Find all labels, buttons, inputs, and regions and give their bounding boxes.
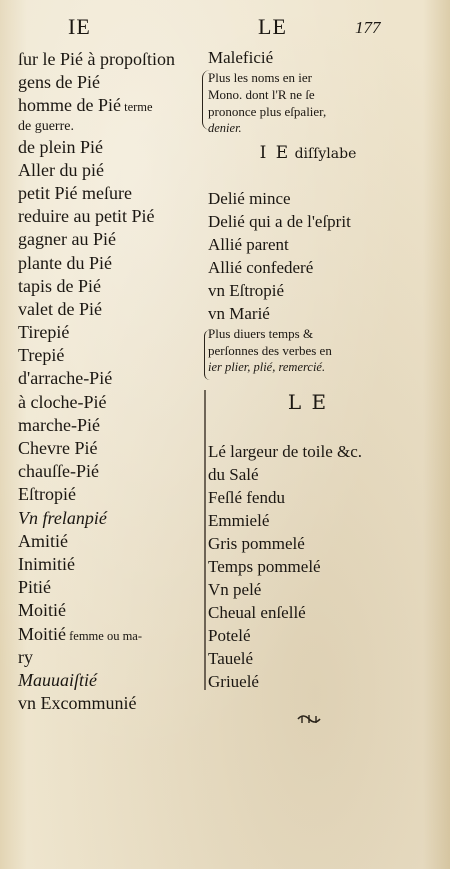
dictionary-entry: Emmielé [208, 511, 270, 530]
entry-word: Inimitié [18, 553, 75, 574]
entry-word: chauſſe-Pié [18, 461, 99, 482]
dictionary-entry [18, 118, 203, 136]
note-line: Plus diuers temps & [208, 326, 314, 341]
entry-word: Tirepié [18, 322, 70, 343]
dictionary-entry [18, 599, 203, 622]
entry-word: petit Pié meſure [18, 182, 132, 203]
note-line: Plus les noms en ier [208, 70, 312, 85]
dictionary-entry: Lé largeur de toile &c. [208, 442, 363, 461]
dictionary-entry [18, 483, 203, 506]
dictionary-entry [18, 344, 203, 367]
dictionary-entry: Delié mince [208, 189, 291, 208]
dictionary-entry [18, 623, 203, 646]
dictionary-entry [18, 646, 203, 669]
entry-word: ſur le Pié à propoſtion [18, 49, 175, 69]
entry-word: plante du Pié [18, 252, 112, 273]
dictionary-entry [18, 669, 203, 692]
entry-word: marche-Pié [18, 414, 100, 435]
entry-word: ry [18, 646, 33, 667]
note-line: prononce plus eſpalier, [208, 104, 327, 119]
dictionary-entry [18, 460, 203, 483]
dictionary-entry [18, 576, 203, 599]
entry-word: d'arrache-Pié [18, 368, 113, 389]
entry-word: Chevre Pié [18, 438, 98, 458]
dictionary-entry [18, 692, 203, 715]
right-column [208, 46, 408, 693]
entry-word: Moitié [18, 600, 66, 621]
section-heading-suffix: diſſylabe [290, 146, 357, 162]
dictionary-entry [18, 205, 203, 228]
dictionary-entry: Tauelé [208, 649, 254, 668]
section-heading: L E [287, 390, 329, 414]
dictionary-entry [18, 252, 203, 275]
dictionary-entry: Allié confederé [208, 258, 314, 277]
dictionary-entry [18, 182, 203, 205]
dictionary-entry: Allié parent [208, 235, 289, 254]
dictionary-entry: Maleficié [208, 48, 274, 67]
left-column [18, 48, 203, 715]
dictionary-entry [18, 275, 203, 298]
dictionary-entry: Griuelé [208, 672, 259, 691]
dictionary-entry [18, 71, 203, 94]
note-line: ier plier, plié, remercié. [208, 360, 326, 374]
dictionary-entry [18, 321, 203, 344]
dictionary-entry [18, 298, 203, 321]
fleuron-ornament [296, 712, 322, 726]
page-number: 177 [355, 18, 381, 37]
entry-word: tapis de Pié [18, 275, 101, 296]
entry-word: valet de Pié [18, 298, 102, 319]
dictionary-entry: Feſlé fendu [208, 488, 285, 507]
entry-word: Aller du pié [18, 159, 104, 180]
note-line: perſonnes des verbes en [208, 343, 332, 358]
dictionary-entry [18, 414, 203, 437]
dictionary-entry: vn Eſtropié [208, 281, 285, 300]
section-heading-letters: I E [259, 143, 291, 163]
dictionary-entry: vn Marié [208, 304, 270, 323]
dictionary-entry [18, 48, 203, 71]
dictionary-entry [18, 553, 203, 576]
dictionary-entry [18, 94, 203, 117]
entry-word: Moitié [18, 623, 66, 644]
entry-word: Mauuaiſtié [18, 669, 97, 690]
entry-word: gagner au Pié [18, 229, 116, 250]
entry-word: Vn frelanpié [18, 507, 107, 528]
entry-word: à cloche-Pié [18, 391, 107, 412]
entry-word: reduire au petit Pié [18, 206, 155, 227]
note-line: denier. [208, 121, 242, 135]
dictionary-entry: du Salé [208, 465, 259, 484]
entry-word: gens de Pié [18, 72, 100, 93]
entry-word: homme de Pié [18, 95, 121, 116]
entry-word: Amitié [18, 530, 68, 551]
dictionary-entry [18, 437, 203, 460]
section-heading [208, 143, 408, 163]
right-running-head: LE [258, 14, 287, 39]
dictionary-entry [18, 367, 203, 390]
dictionary-entry: Temps pommelé [208, 557, 321, 576]
note-line: Mono. dont l'R ne ſe [208, 87, 315, 102]
dictionary-entry: Cheual enſellé [208, 603, 306, 622]
entry-word: Trepié [18, 345, 65, 366]
entry-gloss: femme ou ma- [66, 628, 143, 643]
dictionary-entry [18, 530, 203, 553]
column-divider [204, 390, 206, 690]
entry-word: de guerre. [18, 118, 74, 134]
dictionary-entry [18, 136, 203, 159]
left-running-head: IE [68, 14, 91, 39]
spacer [208, 171, 408, 187]
dictionary-entry [18, 507, 203, 530]
dictionary-entry: Potelé [208, 626, 251, 645]
entry-gloss: terme [120, 100, 153, 115]
dictionary-entry [18, 228, 203, 251]
dictionary-entry: Delié qui a de l'eſprit [208, 212, 351, 231]
dictionary-entry [18, 391, 203, 414]
entry-word: Eſtropié [18, 484, 76, 505]
dictionary-entry [18, 159, 203, 182]
entry-word: vn Excommunié [18, 693, 137, 714]
entry-word: de plein Pié [18, 136, 103, 157]
dictionary-entry: Gris pommelé [208, 534, 305, 553]
entry-word: Pitié [18, 577, 52, 598]
dictionary-entry: Vn pelé [208, 580, 262, 599]
